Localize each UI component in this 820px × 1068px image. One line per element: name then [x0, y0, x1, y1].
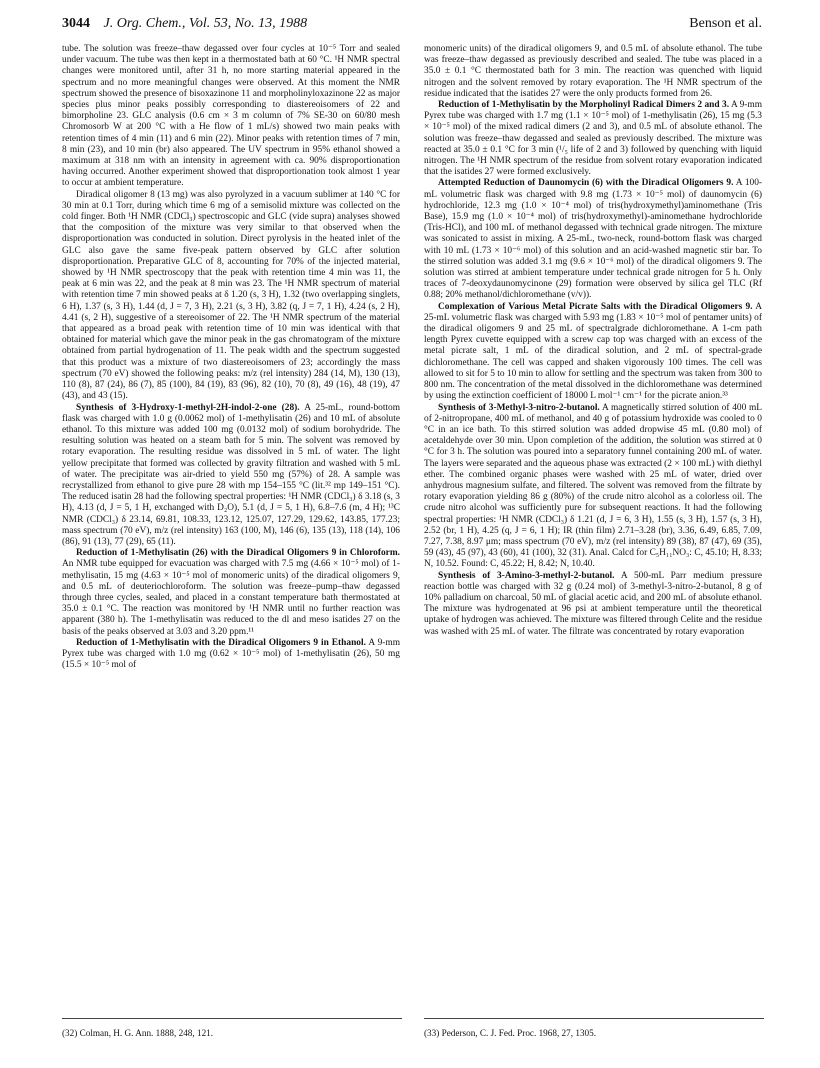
- paragraph: [62, 44, 400, 190]
- running-author: Benson et al.: [689, 16, 762, 31]
- section-heading: Reduction of 1-Methylisatin (26) with the Diradical Oligomers 9 in Chloroform.: [76, 548, 400, 559]
- paragraph: [62, 638, 400, 672]
- footnote-rule: [62, 1018, 402, 1019]
- paragraph: [62, 548, 400, 638]
- paragraph-text: monomeric units) of the diradical oligomers 9, and 0.5 mL of absolute ethanol. The tube was freeze–thaw degassed as previously described and sealed. The tube was placed in a 35.0 ± 0.1 °C thermostated bath for 3 min. The reaction was quenched with liquid nitrogen and the solvent removed by rotary evaporation. The ¹H NMR spectrum of the residue indicated that the isatides 27 were the only products formed from 26.: [424, 44, 762, 99]
- section-heading: Reduction of 1-Methylisatin with the Diradical Oligomers 9 in Ethanol.: [76, 637, 366, 648]
- page-number: 3044: [62, 16, 90, 31]
- paragraph: [62, 403, 400, 549]
- section-heading: Complexation of Various Metal Picrate Salts with the Diradical Oligomers 9.: [438, 301, 753, 312]
- left-column: [62, 44, 400, 671]
- paragraph: [424, 100, 762, 178]
- paragraph-text: An NMR tube equipped for evacuation was charged with 7.5 mg (4.66 × 10⁻⁵ mol) of 1-methylisatin, 15 mg (4.63 × 10⁻⁵ mol of monomeric units) of the diradical oligomers 9, and 0.5 mL of deuteriochloroform. The solution was freeze–pump–thaw degassed through three cycles, sealed, and placed in a constant temperature bath thermostated at 35.0 ± 0.1 °C. The reaction was monitored by ¹H NMR until no further reaction was apparent (380 h). The 1-methylisatin was reduced to the dl and meso isatides 27 on the basis of the peaks observed at 3.03 and 3.20 ppm.¹¹: [62, 559, 400, 637]
- paragraph: [424, 302, 762, 403]
- paragraph: [424, 571, 762, 638]
- paragraph-text: A 100-mL volumetric flask was charged with 9.8 mg (1.73 × 10⁻⁵ mol) of daunomycin (6) hydrochloride, 12.3 mg (1.0 × 10⁻⁴ mol) of tris(hydroxymethyl)aminomethane (Tris Base), 15.9 mg (1.0 × 10⁻⁴ mol) of tris(hydroxymethyl)-aminomethane hydrochloride (Tris-HCl), and 100 mL of methanol degassed with technical grade nitrogen. The mixture was sonicated to assist in mixing. A 25-mL, two-neck, round-bottom flask was charged with 10 mL (1.73 × 10⁻⁶ mol) of this solution and an acid-washed magnetic stir bar. To the stirred solution was added 3.1 mg (9.6 × 10⁻⁶ mol) of the diradical oligomers 9. The solution was stirred at ambient temperature under technical grade nitrogen for 5 h. Only traces of 7-deoxydaunomycinone (29) formation were observed by silica gel TLC (Rf 0.88; 20% methanol/dichloromethane (v/v)).: [424, 178, 763, 301]
- paragraph-text: A magnetically stirred solution of 400 mL of 2-nitropropane, 400 mL of methanol, and 40 g of potassium hydroxide was cooled to 0 °C in an ice bath. To this stirred solution was added dropwise 45 mL (0.80 mol) of acetaldehyde over 30 min. Upon completion of the addition, the solution was stirred at 0 °C for 3 h. The solution was poured into a separatory funnel containing 200 mL of water. The layers were separated and the aqueous phase was extracted (2 × 100 mL) with diethyl ether. The combined organic phases were washed with 25 mL of water, dried over anhydrous magnesium sulfate, and filtered. The solvent was removed from the filtrate by rotary evaporation yielding 86 g (80%) of the crude nitro alcohol as a colorless oil. The crude nitro alcohol was sufficiently pure for subsequent reactions. It had the following spectral properties: ¹H NMR (CDCl₃) δ 1.21 (d, J = 6, 3 H), 1.55 (s, 3 H), 1.57 (s, 3 H), 2.52 (br, 1 H), 4.25 (q, J = 6, 1 H); IR (thin film) 2.71–3.28 (br), 3.36, 6.49, 6.85, 7.09, 7.27, 7.38, 8.97 μm; mass spectrum (70 eV), m/z (rel intensity) 89 (38), 87 (47), 69 (35), 59 (43), 45 (97), 43 (60), 41 (100), 32 (31). Anal. Calcd for C₅H₁₁NO₃: C, 45.10; H, 8.33; N, 10.52. Found: C, 45.22; H, 8.42; N, 10.40.: [424, 402, 762, 570]
- running-header: [62, 16, 762, 34]
- paragraph-text: A 9-mm Pyrex tube was charged with 1.0 mg (0.62 × 10⁻⁵ mol) of 1-methylisatin (26), 50 mg (15.5 × 10⁻⁵ mol of: [62, 637, 400, 671]
- footnote-32: (32) Colman, H. G. Ann. 1888, 248, 121.: [62, 1028, 214, 1038]
- paragraph-text: Diradical oligomer 8 (13 mg) was also pyrolyzed in a vacuum sublimer at 140 °C for 30 min at 0.1 Torr, during which time 6 mg of a semisolid mixture was collected on the cold finger. Both ¹H NMR (CDCl₃) spectroscopic and GLC (vide supra) analyses showed that the composition of the mixture was very similar to that observed when the disproportionation was conducted in solution. Direct pyrolysis in the heated inlet of the GLC also gave the same five-peak pattern observed by GLC after solution disproportionation. Preparative GLC of 8, accounting for 70% of the injected material, showed by ¹H NMR spectroscopy that the peak with retention time 4 min was 11, the peak at 6 min was 22, and the peak at 8 min was 23. The ¹H NMR spectrum of material with retention time 7 min showed peaks at δ 1.20 (s, 3 H), 1.32 (two overlapping singlets, 6 H), 1.37 (s, 3 H), 1.44 (d, J = 7, 3 H), 2.21 (s, 3 H), 3.82 (q, J = 7, 1 H), 4.24 (s, 2 H), 4.41 (s, 2 H), suggestive of a stereoisomer of 22. The ¹H NMR spectrum of the material that appeared as a broad peak with retention time of 10 min was identical with that obtained for material which gave the minor peak in the gas chromatogram of the mixture obtained from partial hydrogenation of 11. The peak width and the spectrum suggested that this product was a mixture of two diastereoisomers of 23; accordingly the mass spectrum (70 eV) showed the following peaks: m/z (rel intensity) 284 (14, M), 130 (13), 110 (8), 87 (24), 86 (7), 85 (100), 84 (19), 83 (96), 82 (10), 70 (8), 49 (16), 48 (19), 47 (43), and 43 (15).: [62, 189, 400, 402]
- paragraph: [424, 403, 762, 571]
- journal-citation: J. Org. Chem., Vol. 53, No. 13, 1988: [103, 16, 308, 31]
- paragraph: [62, 190, 400, 403]
- right-column: [424, 44, 762, 638]
- section-heading: Synthesis of 3-Amino-3-methyl-2-butanol.: [438, 570, 615, 581]
- paragraph-text: A 25-mL, round-bottom flask was charged with 1.0 g (0.0062 mol) of 1-methylisatin (26) and 10 mL of absolute ethanol. To this mixture was added 100 mg (0.0132 mol) of sodium borohydride. The resulting solution was heated on a steam bath for 5 min. The solvent was removed by rotary evaporation. The resulting residue was dissolved in 5 mL of water. The light yellow precipitate that formed was collected by gravity filtration and washed with 5 mL of water. The precipitate was air-dried to yield 550 mg (57%) of 28. A sample was recrystallized from ethanol to give pure 28 with mp 154–155 °C (lit.³² mp 149–151 °C). The reduced isatin 28 had the following spectral properties: ¹H NMR (CDCl₃) δ 3.18 (s, 3 H), 4.13 (d, J = 5, 1 H, exchanged with D₂O), 5.1 (d, J = 5, 1 H), 6.8–7.6 (m, 4 H); ¹³C NMR (CDCl₃) δ 23.14, 69.81, 108.33, 123.12, 125.07, 127.29, 129.62, 143.85, 177.23; mass spectrum (70 eV), m/z (rel intensity) 163 (100, M), 146 (6), 135 (13), 118 (14), 106 (86), 91 (13), 77 (29), 65 (11).: [62, 402, 401, 547]
- footnote-rule: [424, 1018, 764, 1019]
- section-heading: Synthesis of 3-Hydroxy-1-methyl-2H-indol-2-one (28).: [76, 402, 300, 413]
- section-heading: Attempted Reduction of Daunomycin (6) with the Diradical Oligomers 9.: [438, 178, 734, 189]
- paragraph: [424, 178, 762, 301]
- paragraph-text: A 9-mm Pyrex tube was charged with 1.7 mg (1.1 × 10⁻⁵ mol) of 1-methylisatin (26), 15 mg (5.3 × 10⁻⁵ mol) of the mixed radical dimers (2 and 3), and 0.5 mL of absolute ethanol. The solution was freeze–thaw degassed and sealed as previously described. The mixture was reacted at 35.0 ± 0.1 °C for 3 min (¹/₅ life of 2 and 3) followed by quenching with liquid nitrogen. The ¹H NMR spectrum of the residue from solvent rotary evaporation indicated that the isatides 27 were formed exclusively.: [424, 100, 762, 178]
- paragraph: [424, 44, 762, 100]
- paragraph-text: A 25-mL volumetric flask was charged with 5.93 mg (1.83 × 10⁻⁵ mol of pentamer units) of the diradical oligomers 9 and 25 mL of spectralgrade dichloromethane. A 1-cm path length Pyrex cuvette equipped with a screw cap top was charged with an excess of the metal picrate salt, 1 mL of the diradical solution, and 2 mL of spectral-grade dichloromethane. The cell was capped and shaken vigorously 100 times. The cell was allowed to sit for 5 to 10 min to allow for settling and the spectrum was taken from 300 to 800 nm. The concentration of the metal dissolved in the dichloromethane was determined by using the extinction coefficient of 18000 L mol⁻¹ cm⁻¹ for the picrate anion.³³: [424, 301, 762, 402]
- section-heading: Reduction of 1-Methylisatin by the Morpholinyl Radical Dimers 2 and 3.: [438, 100, 730, 111]
- paragraph-text: tube. The solution was freeze–thaw degassed over four cycles at 10⁻⁵ Torr and sealed under vacuum. The tube was then kept in a thermostated bath at 60 °C. ¹H NMR spectral changes were monitored until, after 31 h, no more starting material appeared in the spectrum and no more meaningful changes were observed. At this moment the NMR spectrum showed the presence of bisoxazinone 11 and morpholinyloxazinone 22 as major species plus minor peaks possibly corresponding to diastereoisomers of 22 and bimorpholine 23. GLC analysis (0.6 cm × 3 m column of 7% SE-30 on 60/80 mesh Chromosorb W at 200 °C with a He flow of 1 mL/s) showed two main peaks with retention times of 4 min (11) and 6 min (22). Minor peaks with retention times of 7 min, 8 min (23), and 10 min (br) also appeared. The UV spectrum in 95% ethanol showed a maximum at 318 nm with an intensity in agreement with ca. 90% disproportionation having occurred. Another experiment showed that disproportionation took almost 1 year to occur at ambient temperature.: [62, 44, 400, 189]
- footnote-33: (33) Pederson, C. J. Fed. Proc. 1968, 27, 1305.: [424, 1028, 597, 1038]
- section-heading: Synthesis of 3-Methyl-3-nitro-2-butanol.: [438, 402, 600, 413]
- paragraph-text: A 500-mL Parr medium pressure reaction bottle was charged with 32 g (0.24 mol) of 3-methyl-3-nitro-2-butanol, 8 g of 10% palladium on charcoal, 50 mL of glacial acetic acid, and 200 mL of absolute ethanol. The mixture was hydrogenated at 96 psi at ambient temperature until the theoretical uptake of hydrogen was achieved. The mixture was filtered through Celite and the residue was washed with 25 mL of water. The filtrate was concentrated by rotary evaporation: [424, 570, 762, 637]
